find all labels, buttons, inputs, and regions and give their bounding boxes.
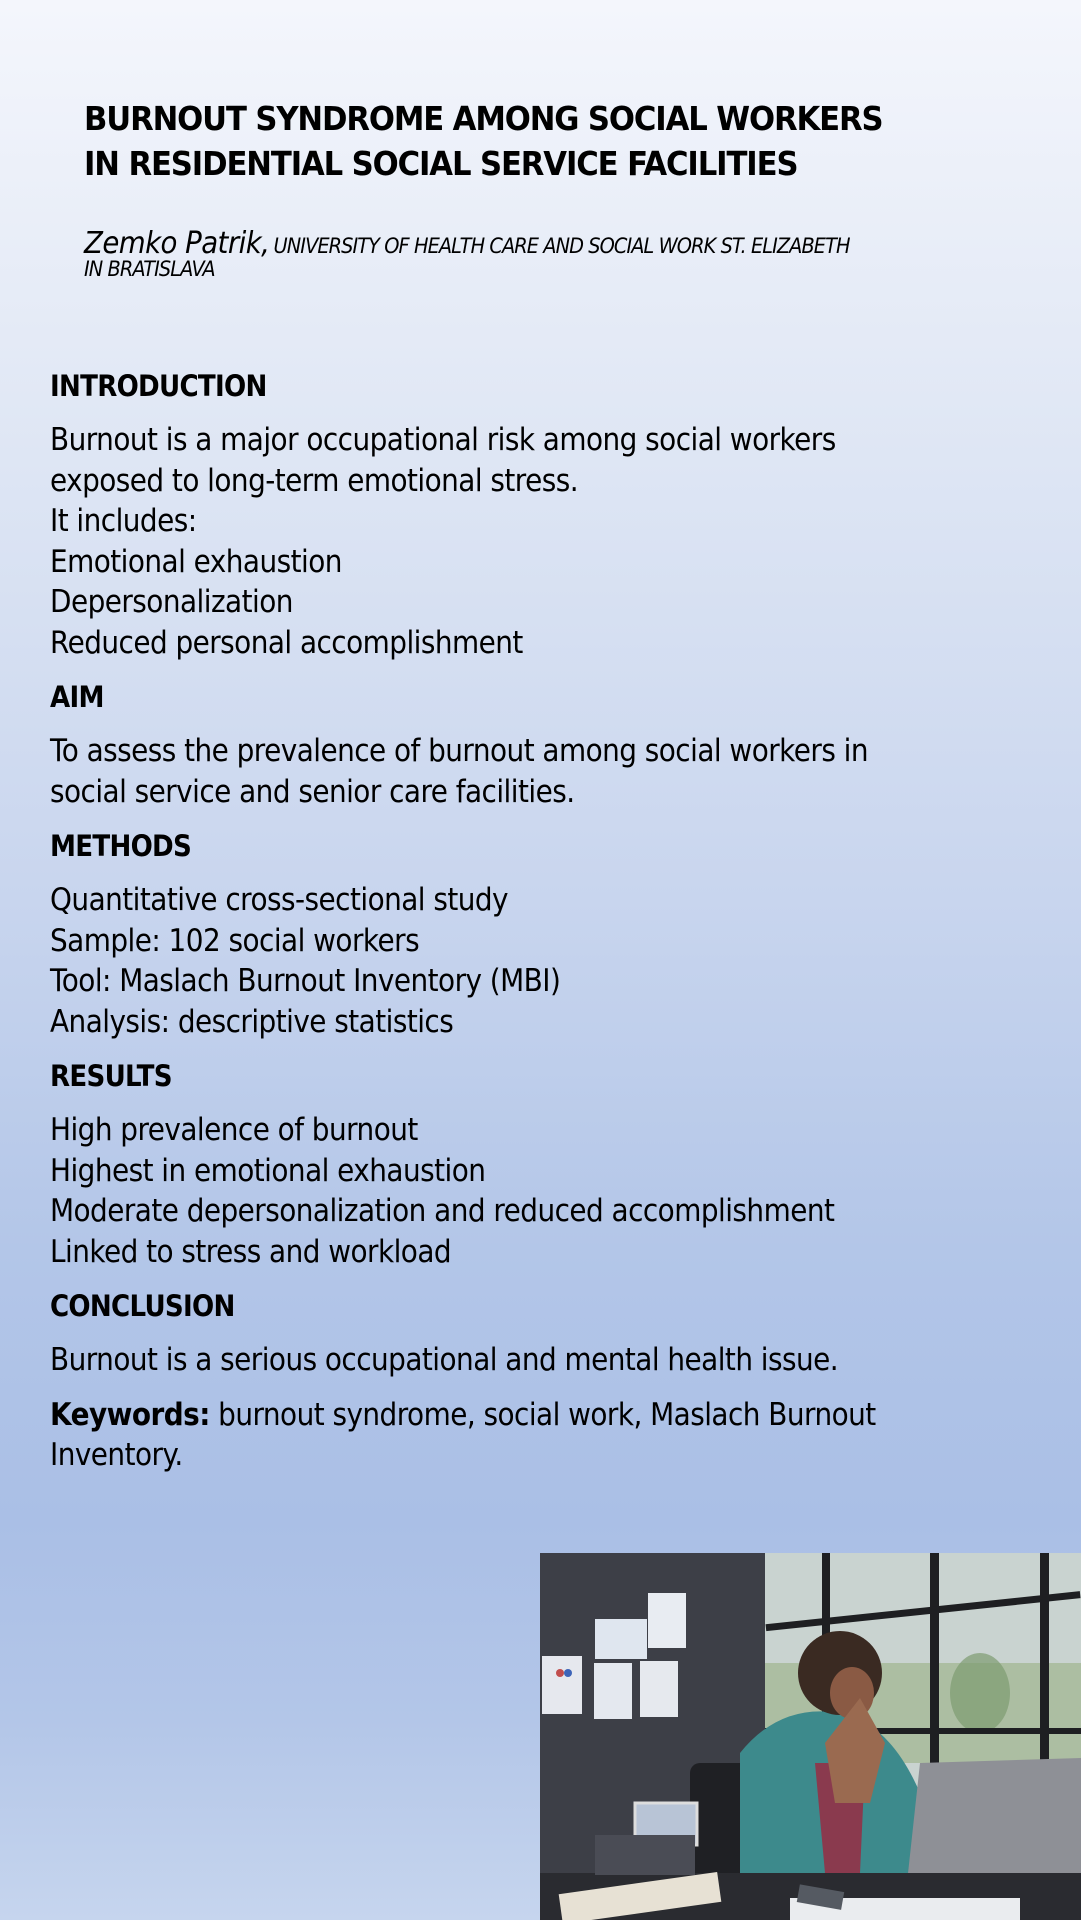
affiliation-line-1: UNIVERSITY OF HEALTH CARE AND SOCIAL WORK ST. ELIZABETH — [273, 234, 850, 258]
intro-line: Burnout is a major occupational risk among social workers — [50, 422, 836, 458]
results-line: Moderate depersonalization and reduced accomplishment — [50, 1193, 835, 1229]
intro-line: Reduced personal accomplishment — [50, 624, 523, 661]
aim-line: social service and senior care facilities. — [50, 773, 575, 810]
poster-title — [84, 96, 977, 186]
aim-heading: AIM — [50, 680, 104, 714]
intro-line: Emotional exhaustion — [50, 543, 342, 580]
methods-line: Sample: 102 social workers — [50, 922, 420, 959]
methods-body — [50, 880, 968, 1042]
conclusion-line: Burnout is a serious occupational and mental health issue. — [50, 1342, 839, 1378]
intro-line: exposed to long-term emotional stress. — [50, 462, 579, 499]
author-name: Zemko Patrik, — [84, 226, 270, 261]
poster-content — [50, 366, 968, 1490]
affiliation-line-2: IN BRATISLAVA — [84, 257, 215, 281]
intro-line: It includes: — [50, 503, 197, 539]
methods-line: Tool: Maslach Burnout Inventory (MBI) — [50, 963, 561, 999]
keywords — [50, 1395, 968, 1476]
methods-line: Analysis: descriptive statistics — [50, 1003, 454, 1040]
aim-line: To assess the prevalence of burnout among social workers in — [50, 733, 869, 769]
results-body — [50, 1110, 968, 1272]
conclusion-heading: CONCLUSION — [50, 1289, 235, 1323]
photo-illustration — [540, 1553, 1081, 1920]
introduction-heading: INTRODUCTION — [50, 369, 267, 403]
results-line: Linked to stress and workload — [50, 1233, 452, 1270]
methods-heading: METHODS — [50, 829, 192, 863]
methods-line: Quantitative cross-sectional study — [50, 882, 509, 918]
conclusion-body — [50, 1340, 968, 1381]
keywords-text: burnout syndrome, social work, Maslach Burnout — [209, 1396, 876, 1433]
title-line-1: BURNOUT SYNDROME AMONG SOCIAL WORKERS — [84, 99, 883, 138]
intro-line: Depersonalization — [50, 584, 293, 620]
introduction-body — [50, 420, 968, 663]
stressed-worker-photo — [540, 1553, 1081, 1920]
results-line: Highest in emotional exhaustion — [50, 1152, 486, 1189]
results-line: High prevalence of burnout — [50, 1112, 418, 1148]
title-line-2: IN RESIDENTIAL SOCIAL SERVICE FACILITIES — [84, 144, 798, 183]
results-heading: RESULTS — [50, 1059, 172, 1093]
aim-body — [50, 731, 968, 812]
keywords-text-2: Inventory. — [50, 1437, 183, 1473]
keywords-label: Keywords: — [50, 1396, 210, 1433]
author-block — [84, 226, 1004, 281]
